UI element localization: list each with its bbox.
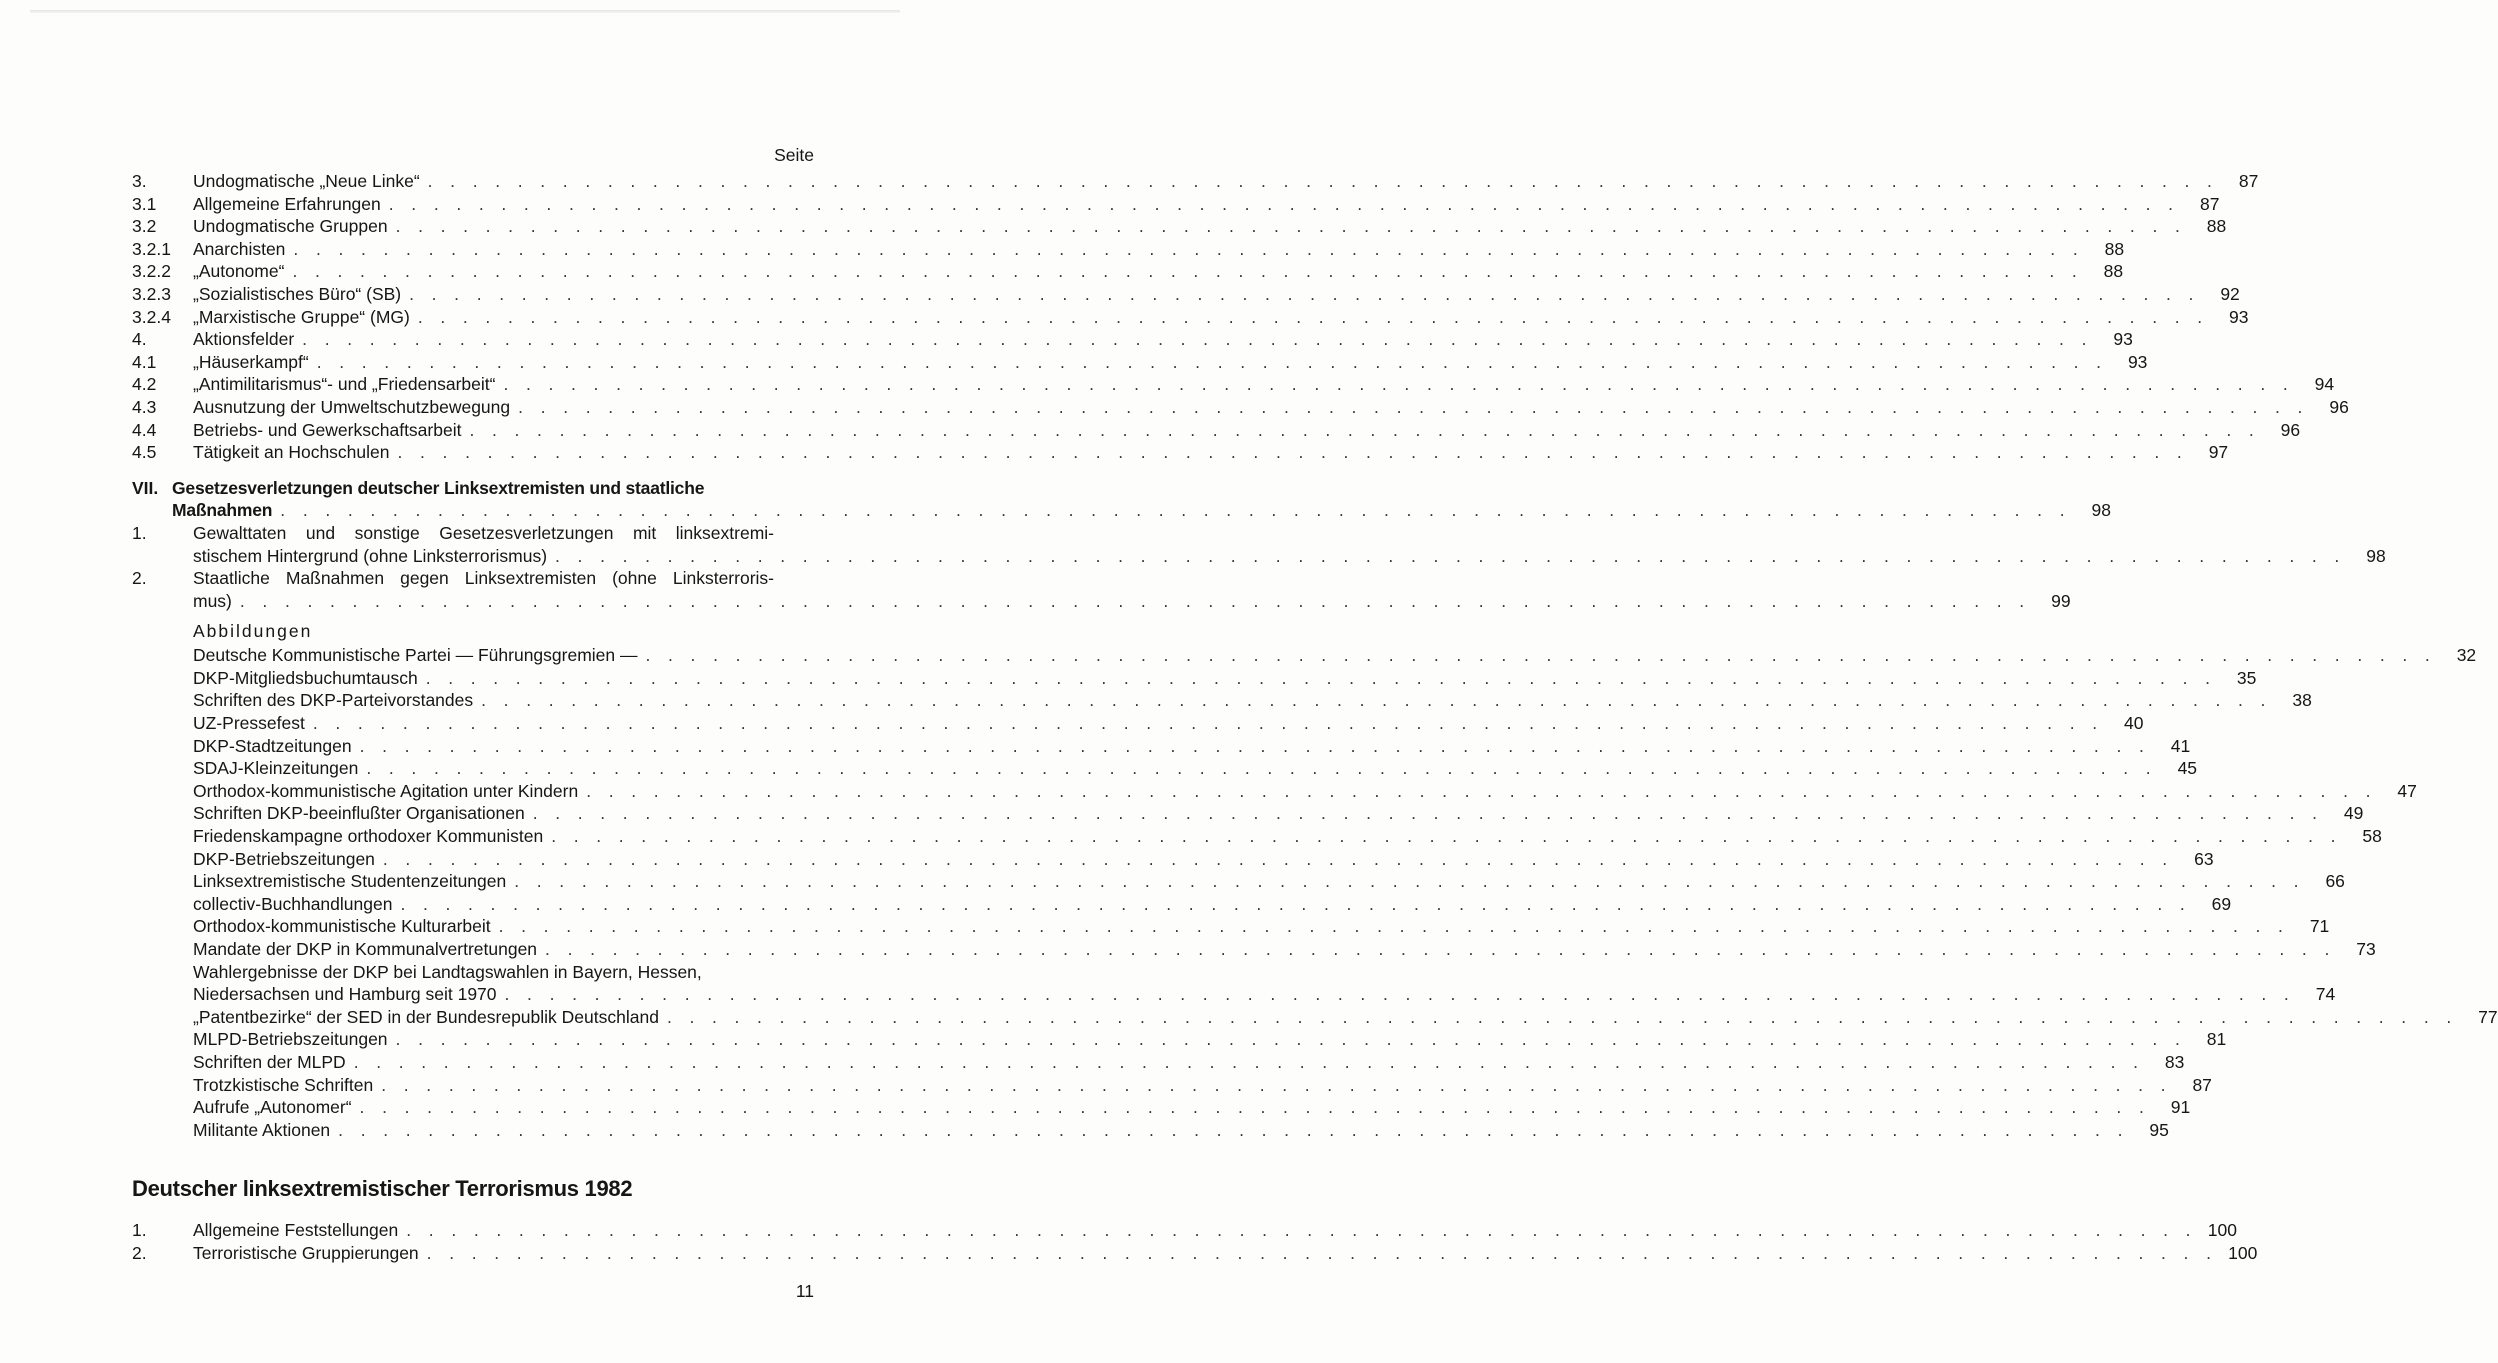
dot-leader: . . . . . . . . . . . . . . . . . . . . . . . . . . . . . . . . . . . . . . . . . . . . . . . . . . . . . . . . . . . . . . . . . . . . . . . . . . . . . . . .	[586, 780, 2377, 801]
entry-title: „Patentbezirke“ der SED in der Bundesrepublik Deutschland	[193, 1006, 659, 1027]
entry-number: 4.2	[132, 374, 157, 395]
dot-leader: . . . . . . . . . . . . . . . . . . . . . . . . . . . . . . . . . . . . . . . . . . . . . . . . . . . . . . . . . . . . . . . . . . . . . . . . . . . . . . . .	[425, 667, 2217, 688]
toc-entry[interactable]	[132, 848, 2214, 871]
entry-title: Schriften DKP-beeinflußter Organisationen	[193, 803, 525, 824]
dot-leader: . . . . . . . . . . . . . . . . . . . . . . . . . . . . . . . . . . . . . . . . . . . . . . . . . . . . . . . . . . . . . . . . . . . . . . . . . . . . . . . .	[518, 396, 2309, 417]
toc-entry-cont[interactable]	[132, 983, 2336, 1006]
entry-title: Anarchisten	[193, 238, 286, 259]
dot-leader: . . . . . . . . . . . . . . . . . . . . . . . . . . . . . . . . . . . . . . . . . . . . . . . . . . . . . . . . . . . . . . . . . . . . . . . . . . . . . . . .	[395, 216, 2187, 237]
entry-title: Aktionsfelder	[193, 329, 295, 350]
entry-title: MLPD-Betriebszeitungen	[193, 1029, 388, 1050]
dot-leader: . . . . . . . . . . . . . . . . . . . . . . . . . . . . . . . . . . . . . . . . . . . . . . . . . . . . . . . . . . . . . . . . . . . . . . . . . . . . . . . .	[381, 1074, 2172, 1095]
toc-entry[interactable]	[132, 396, 2349, 419]
toc-entry[interactable]	[132, 1074, 2212, 1097]
entry-page: 35	[2236, 667, 2257, 688]
entry-number: 3.2.4	[132, 306, 171, 327]
entry-page: 96	[2329, 396, 2349, 417]
toc-entry[interactable]	[132, 712, 2144, 735]
dot-leader: . . . . . . . . . . . . . . . . . . . . . . . . . . . . . . . . . . . . . . . . . . . . . . . . . . . . . . . . . . . . . . . . . . . . . . . . . . . . . . . .	[366, 758, 2158, 779]
toc-entry[interactable]	[132, 1242, 2258, 1265]
dot-leader: . . . . . . . . . . . . . . . . . . . . . . . . . . . . . . . . . . . . . . . . . . . . . . . . . . . . . . . . . . . . . . . . . . . . . . . . . . . . . . . .	[551, 826, 2342, 847]
toc-entry-vii-cont[interactable]	[132, 499, 2111, 522]
entry-page: 66	[2325, 871, 2345, 892]
toc-list	[132, 170, 2498, 1141]
dot-leader: . . . . . . . . . . . . . . . . . . . . . . . . . . . . . . . . . . . . . . . . . . . . . . . . . . . . . . . . . . . . . . . . . . . . . . . . . . . . . . . .	[427, 171, 2219, 191]
toc-entry[interactable]	[132, 283, 2240, 306]
dot-leader: . . . . . . . . . . . . . . . . . . . . . . . . . . . . . . . . . . . . . . . . . . . . . . . . . . . . . . . . . . . . . . . . . . . . . . . . . . . . . . . .	[293, 238, 2085, 259]
toc-page	[132, 0, 2498, 1363]
toc-section-vii	[132, 477, 2386, 613]
entry-page: 69	[2211, 893, 2232, 914]
toc-entry[interactable]	[132, 193, 2220, 216]
toc-entry[interactable]	[132, 1051, 2185, 1074]
toc-entry[interactable]	[132, 306, 2249, 329]
entry-title: Niedersachsen und Hamburg seit 1970	[193, 984, 497, 1005]
toc-entry[interactable]	[132, 373, 2335, 396]
entry-title: „Antimilitarismus“- und „Friedensarbeit“	[193, 374, 496, 395]
dot-leader: . . . . . . . . . . . . . . . . . . . . . . . . . . . . . . . . . . . . . . . . . . . . . . . . . . . . . . . . . . . . . . . . . . . . . . . . . . . . . . . .	[498, 916, 2290, 937]
entry-page: 88	[2103, 261, 2124, 282]
abbildungen-list-b	[132, 1006, 2498, 1142]
entry-title: Gesetzesverletzungen deutscher Linksextremisten und staatliche	[172, 477, 705, 498]
entry-title: Allgemeine Feststellungen	[193, 1220, 399, 1240]
toc-entry[interactable]	[132, 215, 2227, 238]
entry-title: Staatliche Maßnahmen gegen Linksextremisten (ohne Linksterroris-	[193, 568, 774, 589]
toc-entry[interactable]	[132, 689, 2312, 712]
dot-leader: . . . . . . . . . . . . . . . . . . . . . . . . . . . . . . . . . . . . . . . . . . . . . . . . . . . . . . . . . . . . . . . . . . . . . . . . . . . . . . . .	[645, 645, 2437, 666]
entry-title: Orthodox-kommunistische Agitation unter Kindern	[193, 780, 579, 801]
entry-number: 3.2.3	[132, 283, 171, 304]
entry-page: 63	[2194, 848, 2214, 869]
entry-page: 87	[2238, 171, 2259, 191]
terrorism-heading: Deutscher linksextremistischer Terrorismus 1982	[132, 1176, 633, 1201]
toc-entry[interactable]	[132, 441, 2229, 464]
dot-leader: . . . . . . . . . . . . . . . . . . . . . . . . . . . . . . . . . . . . . . . . . . . . . . . . . . . . . . . . . . . . . . . . . . . . . . . . . . . . . . . .	[302, 329, 2093, 350]
dot-leader: . . . . . . . . . . . . . . . . . . . . . . . . . . . . . . . . . . . . . . . . . . . . . . . . . . . . . . . . . . . . . . . . . . . . . . . . . . . . . . . .	[555, 545, 2346, 566]
toc-entry[interactable]	[132, 522, 814, 545]
entry-title: Trotzkistische Schriften	[193, 1074, 374, 1095]
entry-title: SDAJ-Kleinzeitungen	[193, 758, 359, 779]
entry-number: 3.	[132, 171, 147, 191]
entry-title: Terroristische Gruppierungen	[193, 1242, 419, 1263]
toc-entry[interactable]	[132, 260, 2124, 283]
toc-section-extremism	[132, 170, 2349, 464]
entry-number: VII.	[132, 477, 159, 498]
entry-number: 4.1	[132, 351, 157, 372]
dot-leader: . . . . . . . . . . . . . . . . . . . . . . . . . . . . . . . . . . . . . . . . . . . . . . . . . . . . . . . . . . . . . . . . . . . . . . . . . . . . . . . .	[280, 500, 2071, 521]
entry-page: 99	[2051, 590, 2071, 611]
entry-title: Undogmatische „Neue Linke“	[193, 171, 420, 191]
toc-entry[interactable]	[132, 915, 2330, 938]
toc-entry[interactable]	[132, 961, 814, 984]
dot-leader: . . . . . . . . . . . . . . . . . . . . . . . . . . . . . . . . . . . . . . . . . . . . . . . . . . . . . . . . . . . . . . . . . . . . . . . . . . . . . . . .	[239, 590, 2031, 611]
entry-page: 87	[2192, 1074, 2212, 1095]
dot-leader: . . . . . . . . . . . . . . . . . . . . . . . . . . . . . . . . . . . . . . . . . . . . . . . . . . . . . . . . . . . . . . . . . . . . . . . . . . . . . . . .	[532, 803, 2324, 824]
entry-number: 2.	[132, 1242, 147, 1263]
dot-leader: . . . . . . . . . . . . . . . . . . . . . . . . . . . . . . . . . . . . . . . . . . . . . . . . . . . . . . . . . . . . . . . . . . . . . . . . . . . . . . . .	[400, 893, 2192, 914]
entry-number: 4.5	[132, 442, 157, 463]
toc-entry[interactable]	[132, 735, 2191, 758]
entry-title: Friedenskampagne orthodoxer Kommunisten	[193, 826, 544, 847]
toc-entry[interactable]	[132, 238, 2125, 261]
toc-entry[interactable]	[132, 667, 2257, 690]
dot-leader: . . . . . . . . . . . . . . . . . . . . . . . . . . . . . . . . . . . . . . . . . . . . . . . . . . . . . . . . . . . . . . . . . . . . . . . . . . . . . . . .	[545, 939, 2336, 959]
entry-title: DKP-Betriebszeitungen	[193, 848, 375, 869]
entry-number: 4.	[132, 329, 147, 350]
entry-title: Tätigkeit an Hochschulen	[193, 442, 390, 463]
dot-leader: . . . . . . . . . . . . . . . . . . . . . . . . . . . . . . . . . . . . . . . . . . . . . . . . . . . . . . . . . . . . . . . . . . . . . . . . . . . . . . . .	[469, 419, 2261, 440]
entry-number: 3.1	[132, 193, 157, 214]
entry-page: 41	[2170, 735, 2191, 756]
entry-number: 3.2.2	[132, 261, 171, 282]
abbildungen-list	[132, 644, 2477, 960]
entry-title: Wahlergebnisse der DKP bei Landtagswahlen in Bayern, Hessen,	[193, 961, 702, 982]
dot-leader: . . . . . . . . . . . . . . . . . . . . . . . . . . . . . . . . . . . . . . . . . . . . . . . . . . . . . . . . . . . . . . . . . . . . . . . . . . . . . . . .	[338, 1119, 2129, 1140]
entry-page: 49	[2343, 803, 2364, 824]
entry-page: 32	[2456, 645, 2477, 666]
entry-number: 3.2.1	[132, 238, 171, 259]
entry-page: 47	[2397, 780, 2417, 801]
entry-title: Mandate der DKP in Kommunalvertretungen	[193, 939, 538, 959]
entry-page: 88	[2206, 216, 2227, 237]
entry-number: 1.	[132, 1220, 147, 1240]
toc-entry[interactable]	[132, 1096, 2191, 1119]
entry-page: 95	[2149, 1119, 2169, 1140]
entry-page: 77	[2478, 1006, 2498, 1027]
entry-page: 87	[2199, 193, 2220, 214]
dot-leader: . . . . . . . . . . . . . . . . . . . . . . . . . . . . . . . . . . . . . . . . . . . . . . . . . . . . . . . . . . . . . . . . . . . . . . . . . . . . . . . .	[359, 735, 2151, 756]
dot-leader: . . . . . . . . . . . . . . . . . . . . . . . . . . . . . . . . . . . . . . . . . . . . . . . . . . . . . . . . . . . . . . . . . . . . . . . . . . . . . . . .	[481, 690, 2272, 711]
entry-title: Linksextremistische Studentenzeitungen	[193, 871, 507, 892]
toc-entry[interactable]	[132, 1219, 2237, 1242]
entry-title: Orthodox-kommunistische Kulturarbeit	[193, 916, 491, 937]
entry-title: „Häuserkampf“	[193, 351, 309, 372]
toc-entry[interactable]	[132, 328, 2133, 351]
dot-leader: . . . . . . . . . . . . . . . . . . . . . . . . . . . . . . . . . . . . . . . . . . . . . . . . . . . . . . . . . . . . . . . . . . . . . . . . . . . . . . . .	[397, 442, 2189, 463]
toc-entry[interactable]	[132, 780, 2417, 803]
entry-title: Militante Aktionen	[193, 1119, 331, 1140]
entry-page: 93	[2113, 329, 2133, 350]
entry-title: mus)	[193, 590, 232, 611]
entry-title: Allgemeine Erfahrungen	[193, 193, 381, 214]
entry-title: Schriften des DKP-Parteivorstandes	[193, 690, 474, 711]
entry-page: 93	[2127, 351, 2148, 372]
toc-entry[interactable]	[132, 825, 2382, 848]
entry-title: DKP-Mitgliedsbuchumtausch	[193, 667, 418, 688]
entry-title: Betriebs- und Gewerkschaftsarbeit	[193, 419, 462, 440]
entry-page: 97	[2208, 442, 2229, 463]
dot-leader: . . . . . . . . . . . . . . . . . . . . . . . . . . . . . . . . . . . . . . . . . . . . . . . . . . . . . . . . . . . . . . . . . . . . . . . . . . . . . . . .	[417, 306, 2209, 327]
dot-leader: . . . . . . . . . . . . . . . . . . . . . . . . . . . . . . . . . . . . . . . . . . . . . . . . . . . . . . . . . . . . . . . . . . . . . . . . . . . . . . . .	[382, 848, 2174, 869]
seite-column-header: Seite	[774, 145, 814, 165]
dot-leader: . . . . . . . . . . . . . . . . . . . . . . . . . . . . . . . . . . . . . . . . . . . . . . . . . . . . . . . . . . . . . . . . . . . . . . . . . . . . . . . .	[666, 1006, 2458, 1027]
dot-leader: . . . . . . . . . . . . . . . . . . . . . . . . . . . . . . . . . . . . . . . . . . . . . . . . . . . . . . . . . . . . . . . . . . . . . . . . . . . . . . . .	[395, 1029, 2187, 1050]
dot-leader: . . . . . . . . . . . . . . . . . . . . . . . . . . . . . . . . . . . . . . . . . . . . . . . . . . . . . . . . . . . . . . . . . . . . . . . . . . . . . . . .	[426, 1242, 2218, 1263]
toc-entry[interactable]	[132, 1006, 2498, 1029]
toc-entry[interactable]	[132, 170, 2259, 193]
entry-title: Maßnahmen	[172, 500, 273, 521]
entry-page: 74	[2315, 984, 2336, 1005]
entry-page: 98	[2366, 545, 2386, 566]
dot-leader: . . . . . . . . . . . . . . . . . . . . . . . . . . . . . . . . . . . . . . . . . . . . . . . . . . . . . . . . . . . . . . . . . . . . . . . . . . . . . . . .	[312, 713, 2104, 734]
dot-leader: . . . . . . . . . . . . . . . . . . . . . . . . . . . . . . . . . . . . . . . . . . . . . . . . . . . . . . . . . . . . . . . . . . . . . . . . . . . . . . . .	[504, 984, 2296, 1005]
dot-leader: . . . . . . . . . . . . . . . . . . . . . . . . . . . . . . . . . . . . . . . . . . . . . . . . . . . . . . . . . . . . . . . . . . . . . . . . . . . . . . . .	[406, 1220, 2197, 1240]
dot-leader: . . . . . . . . . . . . . . . . . . . . . . . . . . . . . . . . . . . . . . . . . . . . . . . . . . . . . . . . . . . . . . . . . . . . . . . . . . . . . . . .	[514, 871, 2305, 892]
entry-page: 83	[2164, 1051, 2185, 1072]
toc-entry[interactable]	[132, 351, 2148, 374]
entry-number: 2.	[132, 568, 147, 589]
entry-title: „Marxistische Gruppe“ (MG)	[193, 306, 410, 327]
dot-leader: . . . . . . . . . . . . . . . . . . . . . . . . . . . . . . . . . . . . . . . . . . . . . . . . . . . . . . . . . . . . . . . . . . . . . . . . . . . . . . . .	[292, 261, 2084, 282]
entry-number: 4.4	[132, 419, 157, 440]
terrorism-list	[132, 1219, 2258, 1264]
entry-title: Aufrufe „Autonomer“	[193, 1097, 352, 1118]
entry-page: 88	[2104, 238, 2125, 259]
entry-title: „Sozialistisches Büro“ (SB)	[193, 283, 402, 304]
toc-entry[interactable]	[132, 893, 2232, 916]
entry-page: 40	[2124, 713, 2144, 734]
entry-number: 3.2	[132, 216, 157, 237]
entry-title: DKP-Stadtzeitungen	[193, 735, 352, 756]
dot-leader: . . . . . . . . . . . . . . . . . . . . . . . . . . . . . . . . . . . . . . . . . . . . . . . . . . . . . . . . . . . . . . . . . . . . . . . . . . . . . . . .	[503, 374, 2295, 395]
entry-title: „Autonome“	[193, 261, 285, 282]
entry-page: 71	[2309, 916, 2330, 937]
entry-number: 4.3	[132, 396, 157, 417]
toc-entry[interactable]	[132, 644, 2477, 667]
entry-page: 98	[2091, 500, 2111, 521]
entry-title: Gewalttaten und sonstige Gesetzesverletzungen mit linksextremi-	[193, 522, 774, 543]
toc-entry-vii[interactable]	[132, 477, 814, 500]
toc-entry[interactable]	[132, 802, 2364, 825]
entry-title: UZ-Pressefest	[193, 713, 305, 734]
entry-title: collectiv-Buchhandlungen	[193, 893, 393, 914]
entry-page: 91	[2170, 1097, 2191, 1118]
toc-entry[interactable]	[132, 590, 2071, 613]
page-number: 11	[795, 1281, 814, 1301]
entry-page: 73	[2356, 939, 2376, 959]
entry-page: 96	[2280, 419, 2301, 440]
entry-page: 45	[2177, 758, 2198, 779]
entry-page: 92	[2220, 283, 2240, 304]
entry-title: Undogmatische Gruppen	[193, 216, 388, 237]
entry-page: 38	[2292, 690, 2312, 711]
entry-page: 100	[2228, 1242, 2258, 1263]
entry-page: 94	[2314, 374, 2335, 395]
toc-entry[interactable]	[132, 419, 2301, 442]
entry-title: Schriften der MLPD	[193, 1051, 346, 1072]
dot-leader: . . . . . . . . . . . . . . . . . . . . . . . . . . . . . . . . . . . . . . . . . . . . . . . . . . . . . . . . . . . . . . . . . . . . . . . . . . . . . . . .	[316, 351, 2108, 372]
entry-page: 58	[2362, 826, 2382, 847]
entry-title: stischem Hintergrund (ohne Linksterrorismus)	[193, 545, 548, 566]
entry-page: 100	[2207, 1220, 2237, 1240]
entry-page: 93	[2229, 306, 2249, 327]
dot-leader: . . . . . . . . . . . . . . . . . . . . . . . . . . . . . . . . . . . . . . . . . . . . . . . . . . . . . . . . . . . . . . . . . . . . . . . . . . . . . . . .	[359, 1097, 2151, 1118]
dot-leader: . . . . . . . . . . . . . . . . . . . . . . . . . . . . . . . . . . . . . . . . . . . . . . . . . . . . . . . . . . . . . . . . . . . . . . . . . . . . . . . .	[353, 1051, 2145, 1072]
entry-number: 1.	[132, 522, 147, 543]
toc-entry[interactable]	[132, 757, 2198, 780]
dot-leader: . . . . . . . . . . . . . . . . . . . . . . . . . . . . . . . . . . . . . . . . . . . . . . . . . . . . . . . . . . . . . . . . . . . . . . . . . . . . . . . .	[409, 283, 2200, 304]
toc-entry[interactable]	[132, 567, 814, 590]
dot-leader: . . . . . . . . . . . . . . . . . . . . . . . . . . . . . . . . . . . . . . . . . . . . . . . . . . . . . . . . . . . . . . . . . . . . . . . . . . . . . . . .	[388, 193, 2180, 214]
entry-title: Deutsche Kommunistische Partei — Führungsgremien —	[193, 645, 638, 666]
toc-section-vii-items	[132, 522, 2386, 612]
toc-entry[interactable]	[132, 1119, 2169, 1142]
toc-entry[interactable]	[132, 1028, 2227, 1051]
toc-entry[interactable]	[132, 938, 2376, 961]
entry-page: 81	[2206, 1029, 2227, 1050]
toc-entry[interactable]	[132, 545, 2386, 568]
abbildungen-heading: Abbildungen	[193, 621, 313, 642]
entry-title: Ausnutzung der Umweltschutzbewegung	[193, 396, 511, 417]
toc-entry[interactable]	[132, 870, 2345, 893]
